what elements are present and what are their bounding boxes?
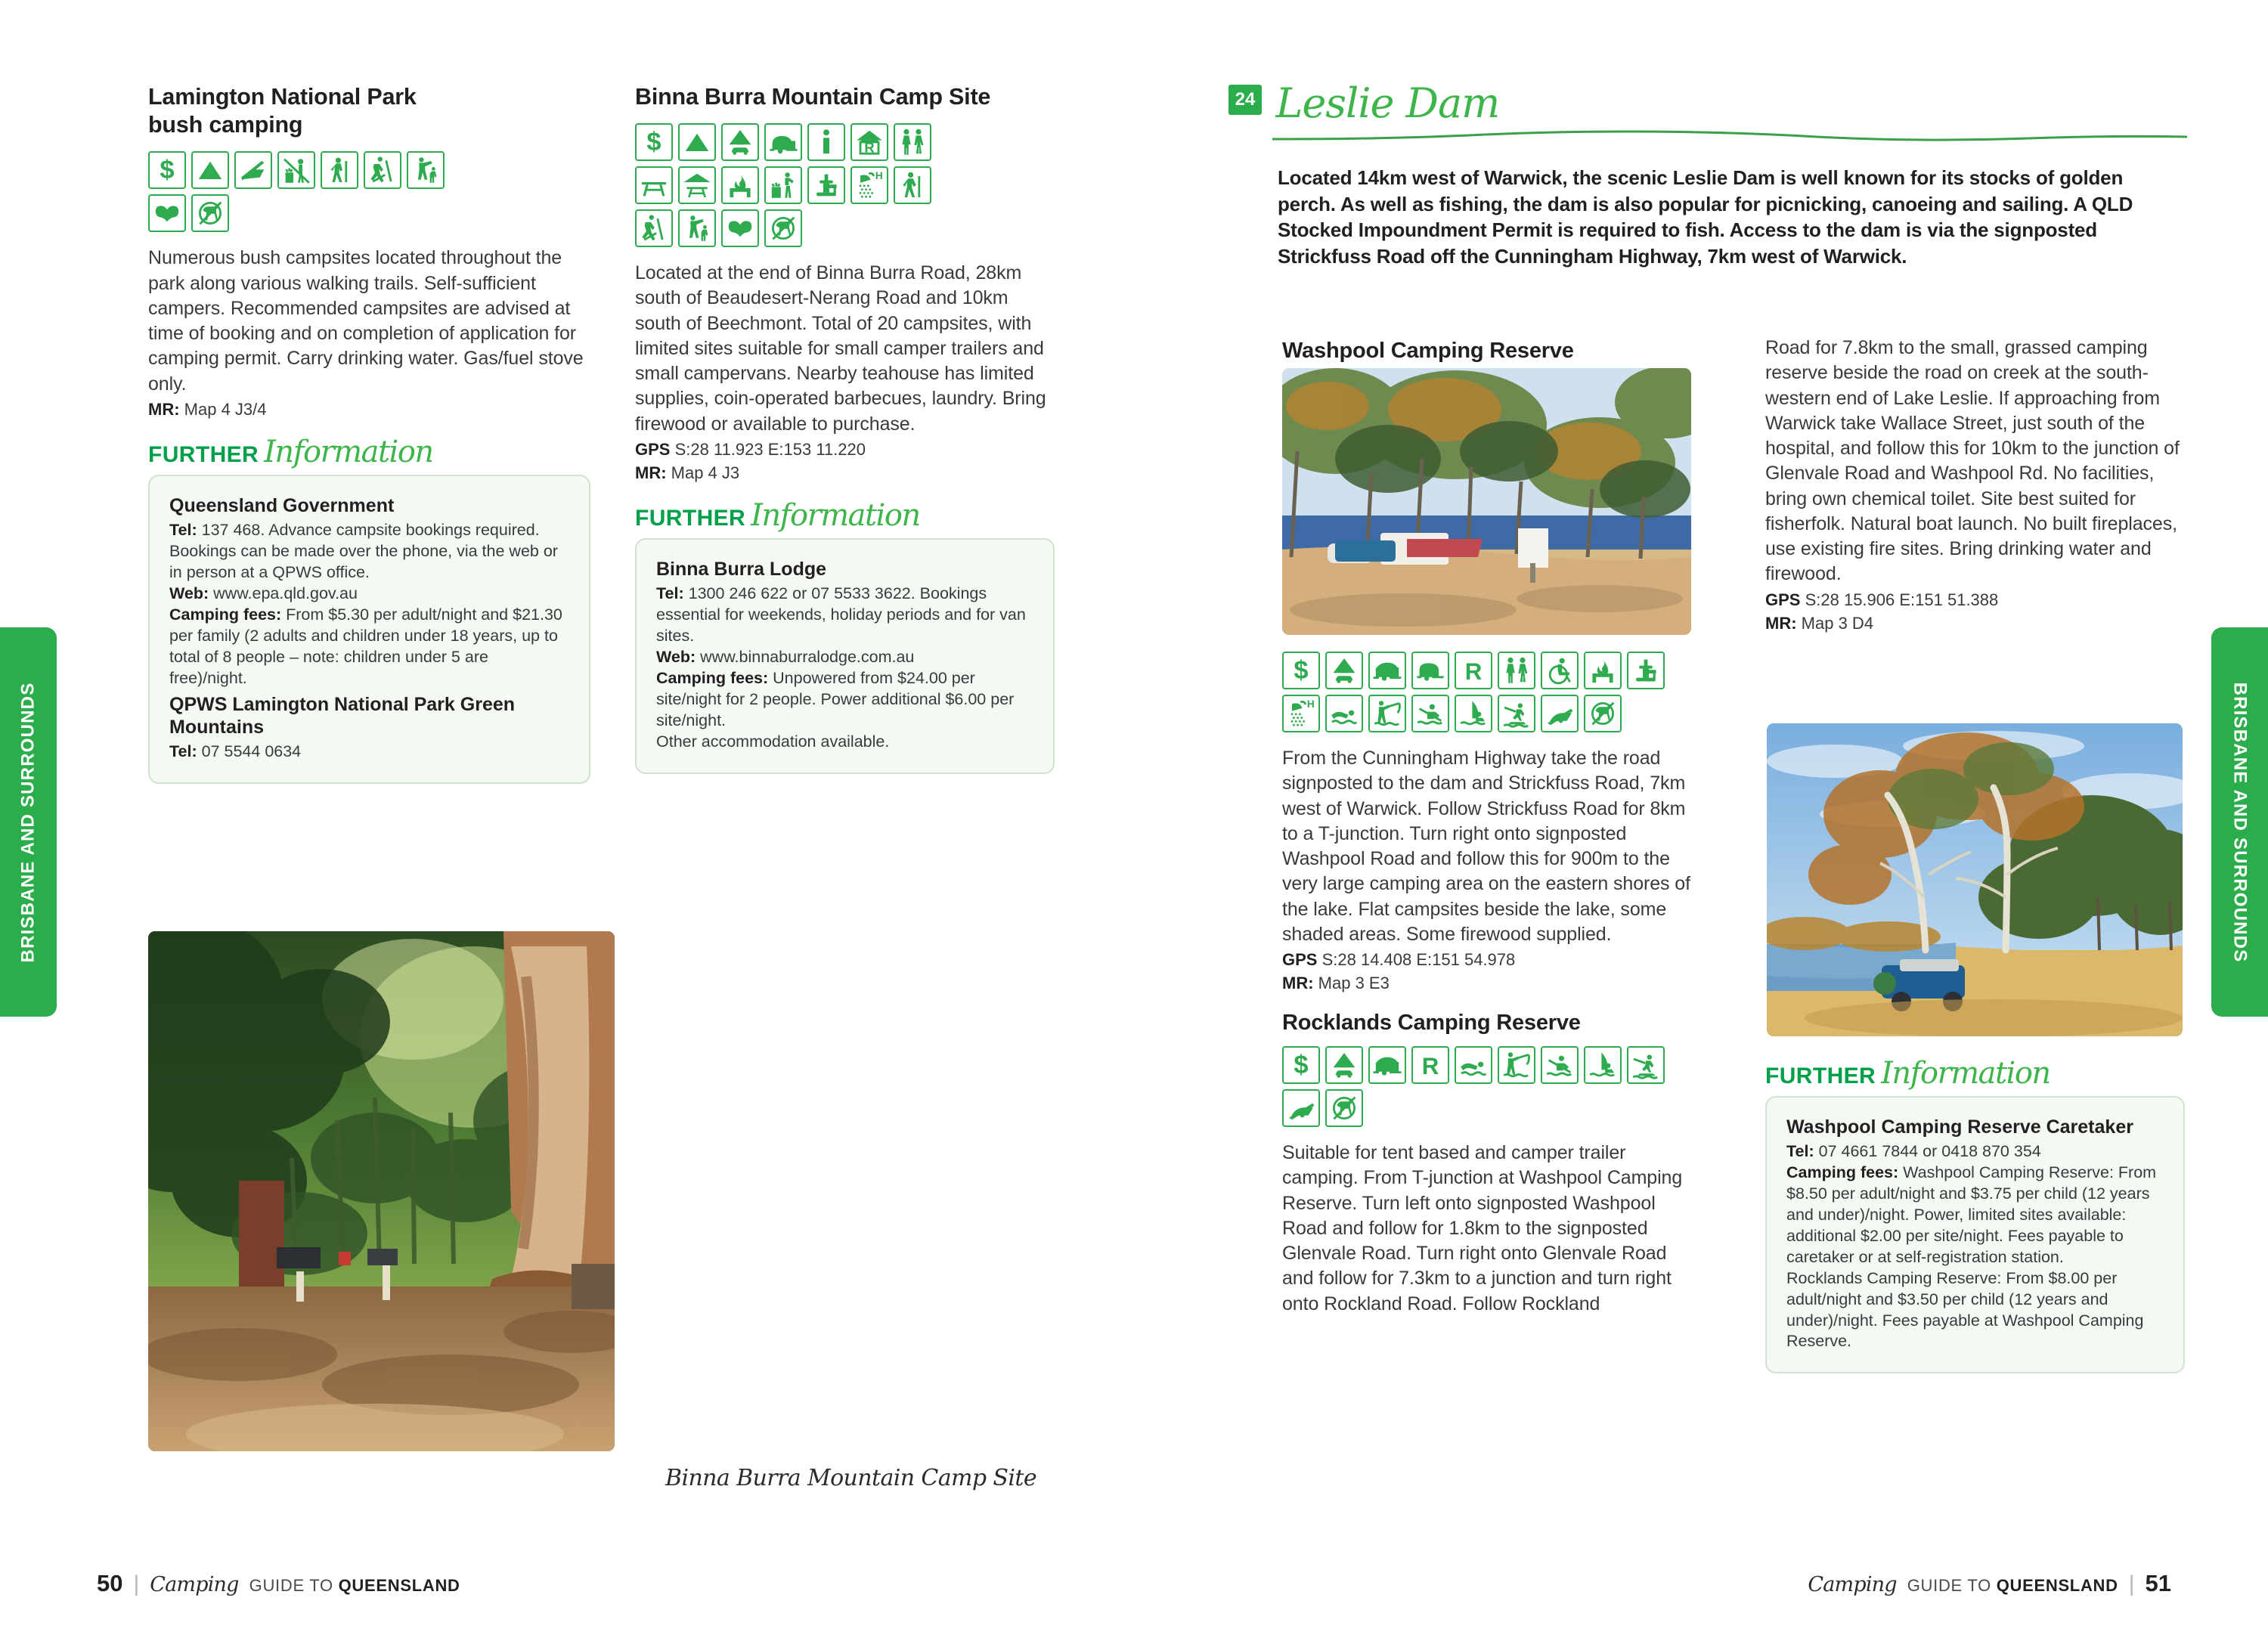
information-script: Information [751, 498, 920, 534]
ranger-station-icon [850, 123, 888, 161]
footer-divider: | [2128, 1571, 2135, 1596]
picnic-shelter-icon [678, 166, 716, 204]
no-dogs-icon [1325, 1089, 1363, 1127]
photo-lake-leslie-gumtree [1767, 723, 2183, 1036]
drinking-water-icon [1627, 652, 1665, 689]
info-org-name-2: QPWS Lamington National Park Green Mountains [169, 694, 516, 738]
water-skiing-icon [1498, 695, 1535, 732]
column-binna-burra [635, 83, 1055, 774]
washpool-description: From the Cunningham Highway take the road signposted to the dam and Strickfuss Road, 7km west of Warwick. Follow Strickfuss Road for 8km to a T-junction. Turn right onto signposted Washpool Road and follow this for 900m to the very large camping area on the eastern shores of the lake. Flat campsites beside the lake, some shaded areas. Some firewood supplied. [1282, 748, 1690, 945]
info-org-name: Queensland Government [169, 494, 395, 516]
car-camping-icon [1325, 1046, 1363, 1084]
boat-ramp-icon [1282, 1089, 1320, 1127]
hot-showers-icon [850, 166, 888, 204]
photo-binna-burra-campsite [148, 931, 615, 1451]
facility-icon-grid-rocklands [1282, 1046, 1695, 1127]
page-title-binna-burra: Binna Burra Mountain Camp Site [635, 84, 991, 110]
footer-left [97, 1570, 460, 1597]
subtitle-rocklands: Rocklands Camping Reserve [1282, 1011, 1581, 1036]
section-title-leslie-dam: Leslie Dam [1275, 79, 1500, 127]
information-script: Information [264, 434, 433, 469]
ranger-guided-activity-icon [407, 151, 445, 189]
sidebar-tab-right-label: BRISBANE AND SURROUNDS [2229, 682, 2251, 962]
info-tel-line: Tel: 07 4661 7844 or 0418 870 354 [1786, 1142, 2041, 1160]
fees-icon [1282, 652, 1320, 689]
canoeing-icon [1411, 695, 1449, 732]
binna-burra-gps: GPS S:28 11.923 E:153 11.220 [635, 439, 866, 459]
toilets-icon [1498, 652, 1535, 689]
tent-camping-icon [678, 123, 716, 161]
info-tel-line: Tel: 137 468. Advance campsite bookings required. Bookings can be made over the phone, via the web or in person at a QPWS office. [169, 520, 558, 581]
svg-text:$: $ [160, 156, 175, 185]
footer-brand-rest: GUIDE TO QUEENSLAND [1907, 1576, 2118, 1595]
page-title-lamington: Lamington National Park bush camping [148, 84, 417, 138]
rocklands-description: Suitable for tent based and camper trailer camping. From T-junction at Washpool Camping Reserve. Turn left onto signposted Washpool Road and follow for 1.8km to the signposted Glenvale Road. Turn right onto Glenvale Road and follow for 7.3km to a junction and turn right onto Rockland Road. Follow Rockland [1282, 1142, 1683, 1314]
column-lamington [148, 83, 590, 784]
photo-caption-binna-burra: Binna Burra Mountain Camp Site [665, 1465, 1036, 1491]
facility-icon-grid-binna-burra [635, 123, 953, 247]
koala-wildlife-icon [721, 209, 759, 247]
boat-ramp-icon [1541, 695, 1579, 732]
info-org-name: Binna Burra Lodge [656, 559, 827, 581]
further-information-heading-3 [1765, 1056, 2185, 1091]
info-box-queensland-government [148, 475, 590, 784]
swimming-icon [1325, 695, 1363, 732]
further-information-heading-1 [148, 434, 590, 469]
lamington-description: Numerous bush campsites located throughout the park along various walking trails. Self-sufficient campers. Recommended campsites are advised at time of booking and on completion of application for camping permit. Carry drinking water. Gas/fuel stove only. [148, 247, 584, 395]
svg-text:R: R [864, 139, 875, 156]
ranger-station-icon [1411, 1046, 1449, 1084]
column-leslie-continued [1765, 336, 2185, 634]
fishing-icon [1368, 695, 1406, 732]
column-washpool-body [1282, 652, 1695, 1317]
svg-text:R: R [1421, 1053, 1439, 1080]
rocklands-map-ref: MR: Map 3 D4 [1765, 613, 1874, 633]
svg-text:$: $ [1294, 1051, 1309, 1080]
further-label: FURTHER [635, 506, 746, 531]
fees-icon [635, 123, 673, 161]
fees-icon [148, 151, 186, 189]
binna-burra-map-ref: MR: Map 4 J3 [635, 463, 740, 482]
car-camping-icon [1325, 652, 1363, 689]
ranger-guided-activity-icon [678, 209, 716, 247]
page-number-51: 51 [2145, 1570, 2171, 1596]
footer-divider: | [133, 1571, 140, 1596]
car-camping-icon [721, 123, 759, 161]
picnic-table-icon [635, 166, 673, 204]
lamington-map-ref: MR: Map 4 J3/4 [148, 399, 267, 419]
svg-text:R: R [1464, 658, 1483, 685]
info-web-line: Web: www.binnaburralodge.com.au [656, 647, 915, 666]
svg-text:$: $ [1294, 656, 1309, 686]
further-label: FURTHER [148, 441, 259, 467]
facility-icon-grid-washpool [1282, 652, 1695, 732]
footer-brand-script: Camping [1808, 1573, 1897, 1596]
info-web-line: Web: www.epa.qld.gov.au [169, 584, 358, 602]
info-fees-line: Camping fees: Unpowered from $24.00 per site/night for 2 people. Power additional $6.00 per site/night. [656, 668, 1015, 729]
further-info-block-right [1765, 1058, 2185, 1373]
short-walk-icon [894, 166, 931, 204]
fees-icon [1282, 1046, 1320, 1084]
info-tel-line-2: Tel: 07 5544 0634 [169, 742, 302, 761]
rubbish-bins-icon [764, 166, 802, 204]
info-extra-line: Other accommodation available. [656, 732, 890, 751]
page-number-50: 50 [97, 1570, 123, 1596]
info-fees-line: Camping fees: From $5.30 per adult/night and $21.30 per family (2 adults and children under 18 years, up to total of 8 people – note: children under 5 are free)/night. [169, 605, 562, 687]
bushwalking-icon [364, 151, 401, 189]
footer-brand-script: Camping [150, 1573, 239, 1596]
further-information-heading-2 [635, 498, 1055, 534]
section-number-badge: 24 [1228, 85, 1262, 115]
decorative-wave-divider [1272, 127, 2187, 144]
info-fees-line: Camping fees: Washpool Camping Reserve: From $8.50 per adult/night and $3.75 per child (12 years and under)/night. Power, limited sites available: additional $2.00 per site/night. Fees payable to caretaker or at self-registration station. [1786, 1163, 2157, 1266]
leslie-dam-intro: Located 14km west of Warwick, the scenic Leslie Dam is well known for its stocks of golden perch. As well as fishing, the dam is also popular for picnicking, canoeing and sailing. A QLD Stocked Impoundment Permit is required to fish. Access to the dam is via the signposted Strickfuss Road off the Cunningham Highway, 7km west of Warwick. [1278, 166, 2133, 268]
washpool-gps: GPS S:28 14.408 E:151 54.978 [1282, 950, 1516, 969]
photo-washpool-lake [1282, 368, 1691, 635]
subtitle-washpool: Washpool Camping Reserve [1282, 339, 1574, 363]
footer-brand-rest: GUIDE TO QUEENSLAND [249, 1576, 460, 1595]
information-icon [807, 123, 845, 161]
bushwalking-icon [635, 209, 673, 247]
leslie-description-continued: Road for 7.8km to the small, grassed camping reserve beside the road on creek at the south-western end of Lake Leslie. If approaching from Warwick take Wallace Street, just south of the hospital, and follow this for 10km to the junction of Glenvale Road and Washpool Rd. No facilities, bring own chemical toilet. Site best suited for fisherfolk. Natural boat launch. No built fireplaces, use existing fire sites. Bring drinking water and firewood. [1765, 337, 2180, 585]
drinking-water-icon [807, 166, 845, 204]
info-box-binna-burra-lodge [635, 538, 1055, 774]
info-org-name: Washpool Camping Reserve Caretaker [1786, 1116, 2133, 1138]
swimming-icon [1455, 1046, 1492, 1084]
binna-burra-description: Located at the end of Binna Burra Road, 28km south of Beaudesert-Nerang Road and 10km south of Beechmont. Total of 20 campsites, with limited sites suitable for small camper trailers and small campervans. Nearby teahouse has limited supplies, coin-operated barbecues, laundry. Bring firewood or available to purchase. [635, 262, 1046, 435]
info-extra-line: Rocklands Camping Reserve: From $8.00 per adult/night and $3.50 per child (12 years and under)/night. Fees payable at Washpool Camping Reserve. [1786, 1268, 2144, 1351]
fishing-icon [1498, 1046, 1535, 1084]
footer-right [1808, 1570, 2171, 1597]
info-tel-line: Tel: 1300 246 622 or 07 5533 3622. Bookings essential for weekends, holiday periods and for van sites. [656, 584, 1026, 645]
toilets-icon [894, 123, 931, 161]
water-skiing-icon [1627, 1046, 1665, 1084]
facility-icon-grid-lamington [148, 151, 466, 232]
ranger-station-icon [1455, 652, 1492, 689]
svg-text:H: H [875, 170, 883, 182]
boat-ramp-icon [234, 151, 272, 189]
fireplace-icon [721, 166, 759, 204]
sidebar-tab-left-label: BRISBANE AND SURROUNDS [17, 682, 39, 962]
camper-trailer-icon [1368, 1046, 1406, 1084]
tent-camping-icon [191, 151, 229, 189]
sailing-icon [1584, 1046, 1622, 1084]
sailing-icon [1455, 695, 1492, 732]
caravan-camping-icon [1411, 652, 1449, 689]
caravan-camping-icon [764, 123, 802, 161]
no-dogs-icon [191, 194, 229, 232]
section-header-leslie-dam [1228, 79, 2189, 127]
wheelchair-access-icon [1541, 652, 1579, 689]
svg-text:$: $ [646, 128, 662, 157]
no-dogs-icon [764, 209, 802, 247]
fireplace-icon [1584, 652, 1622, 689]
no-dogs-icon [1584, 695, 1622, 732]
washpool-map-ref: MR: Map 3 E3 [1282, 974, 1390, 993]
hot-showers-icon [1282, 695, 1320, 732]
rocklands-gps: GPS S:28 15.906 E:151 51.388 [1765, 590, 1999, 609]
info-box-washpool-caretaker [1765, 1096, 2185, 1373]
information-script: Information [1881, 1056, 2050, 1091]
further-label: FURTHER [1765, 1064, 1876, 1088]
short-walk-icon [321, 151, 358, 189]
svg-text:H: H [1306, 698, 1315, 710]
camper-trailer-icon [1368, 652, 1406, 689]
koala-wildlife-icon [148, 194, 186, 232]
no-rubbish-bins-icon [277, 151, 315, 189]
canoeing-icon [1541, 1046, 1579, 1084]
